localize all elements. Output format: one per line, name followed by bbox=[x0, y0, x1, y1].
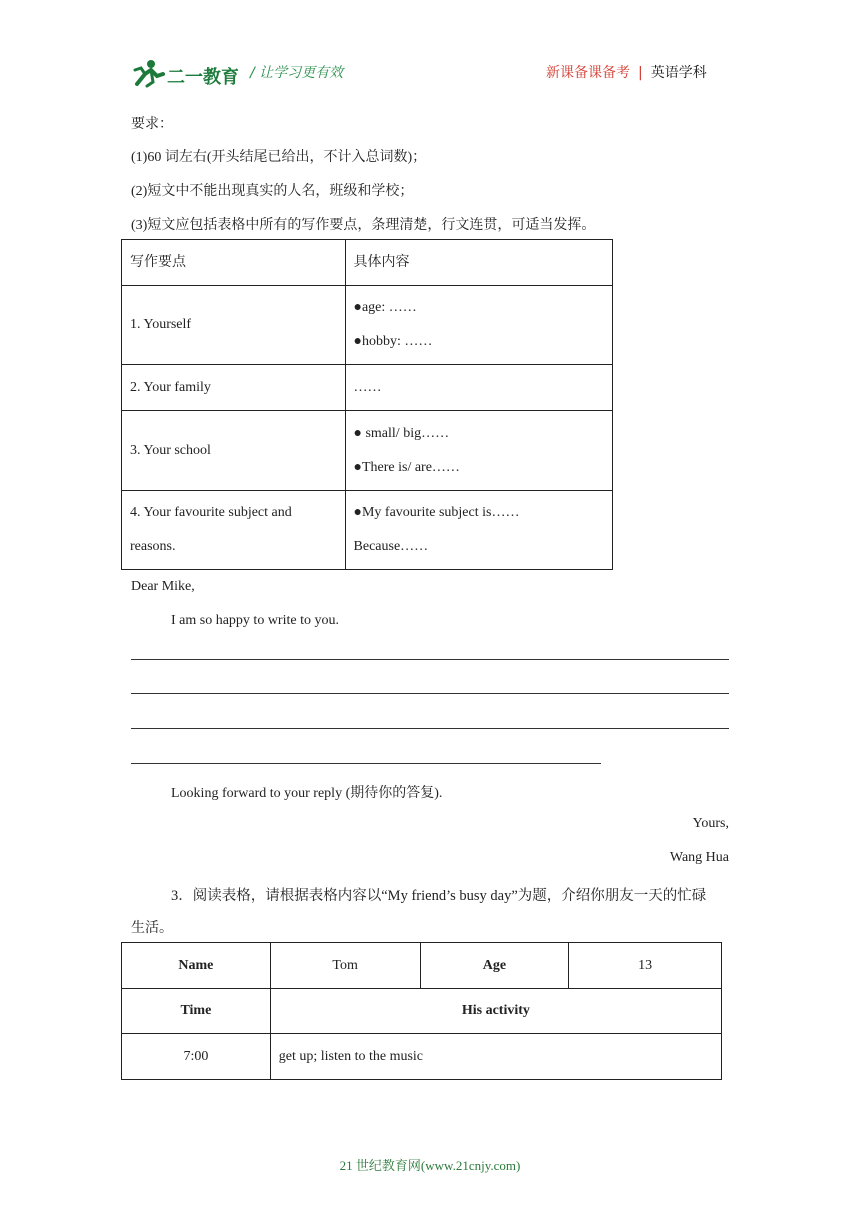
point-line: 4. Your favourite subject and bbox=[130, 505, 292, 520]
table-row bbox=[122, 943, 722, 989]
content-line: ●hobby: …… bbox=[353, 334, 433, 349]
answer-line bbox=[131, 728, 729, 729]
activity-cell: get up; listen to the music bbox=[270, 1034, 721, 1080]
point-cell: 1. Yourself bbox=[122, 286, 346, 365]
letter-greeting: Dear Mike, bbox=[131, 579, 195, 594]
time-header: Time bbox=[122, 989, 271, 1034]
point-cell: 2. Your family bbox=[122, 365, 346, 411]
answer-line bbox=[131, 763, 601, 764]
activity-table bbox=[121, 942, 722, 1080]
activity-header: His activity bbox=[270, 989, 721, 1034]
name-value: Tom bbox=[270, 943, 420, 989]
point-cell: 3. Your school bbox=[122, 411, 346, 491]
time-cell: 7:00 bbox=[122, 1034, 271, 1080]
content-line: ●age: …… bbox=[353, 300, 417, 315]
table-header-cell: 具体内容 bbox=[345, 240, 612, 286]
brand-logo bbox=[131, 58, 241, 90]
content-cell bbox=[345, 411, 612, 491]
table-row bbox=[122, 365, 613, 411]
age-value: 13 bbox=[569, 943, 722, 989]
content-cell bbox=[345, 286, 612, 365]
table-header-cell: 写作要点 bbox=[122, 240, 346, 286]
content-line: Because…… bbox=[353, 539, 429, 554]
letter-signoff: Yours, bbox=[692, 816, 729, 831]
content-line: ● small/ big…… bbox=[353, 425, 450, 441]
writing-points-table bbox=[121, 239, 613, 570]
letter-closing: Looking forward to your reply (期待你的答复). bbox=[171, 786, 443, 801]
letter-signature: Wang Hua bbox=[669, 850, 729, 865]
header-right bbox=[546, 62, 707, 82]
table-header-row bbox=[122, 989, 722, 1034]
content-line: ●My favourite subject is…… bbox=[353, 505, 520, 520]
question-3-text-cont: 生活。 bbox=[131, 921, 173, 936]
requirement-item: (2)短文中不能出现真实的人名，班级和学校； bbox=[131, 184, 414, 199]
content-cell: …… bbox=[345, 365, 612, 411]
point-cell bbox=[122, 491, 346, 570]
answer-line bbox=[131, 659, 729, 660]
logo-text: 二一教育 bbox=[167, 67, 239, 88]
table-row bbox=[122, 286, 613, 365]
table-row bbox=[122, 411, 613, 491]
age-label: Age bbox=[420, 943, 569, 989]
answer-line bbox=[131, 693, 729, 694]
requirement-item: (1)60 词左右(开头结尾已给出，不计入总词数)； bbox=[131, 150, 427, 165]
letter-opening: I am so happy to write to you. bbox=[171, 613, 339, 628]
runner-logo-icon bbox=[131, 58, 167, 88]
table-row bbox=[122, 1034, 722, 1080]
requirements-heading: 要求： bbox=[131, 117, 173, 132]
header-slogan: / 让学习更有效 bbox=[250, 65, 344, 81]
header-separator: | bbox=[638, 65, 643, 81]
requirement-item: (3)短文应包括表格中所有的写作要点，条理清楚，行文连贯，可适当发挥。 bbox=[131, 218, 596, 233]
table-row bbox=[122, 491, 613, 570]
table-header-row bbox=[122, 240, 613, 286]
header-subject: 英语学科 bbox=[650, 65, 707, 81]
header-course-label: 新课备课备考 bbox=[546, 65, 630, 81]
content-line: ●There is/ are…… bbox=[353, 459, 460, 475]
name-label: Name bbox=[122, 943, 271, 989]
point-line: reasons. bbox=[130, 539, 176, 554]
content-cell bbox=[345, 491, 612, 570]
page-footer: 21 世纪教育网(www.21cnjy.com) bbox=[339, 1158, 521, 1173]
question-3-text: 3．阅读表格，请根据表格内容以“My friend’s busy day”为题，介绍你朋友一天的忙碌 bbox=[171, 888, 707, 904]
